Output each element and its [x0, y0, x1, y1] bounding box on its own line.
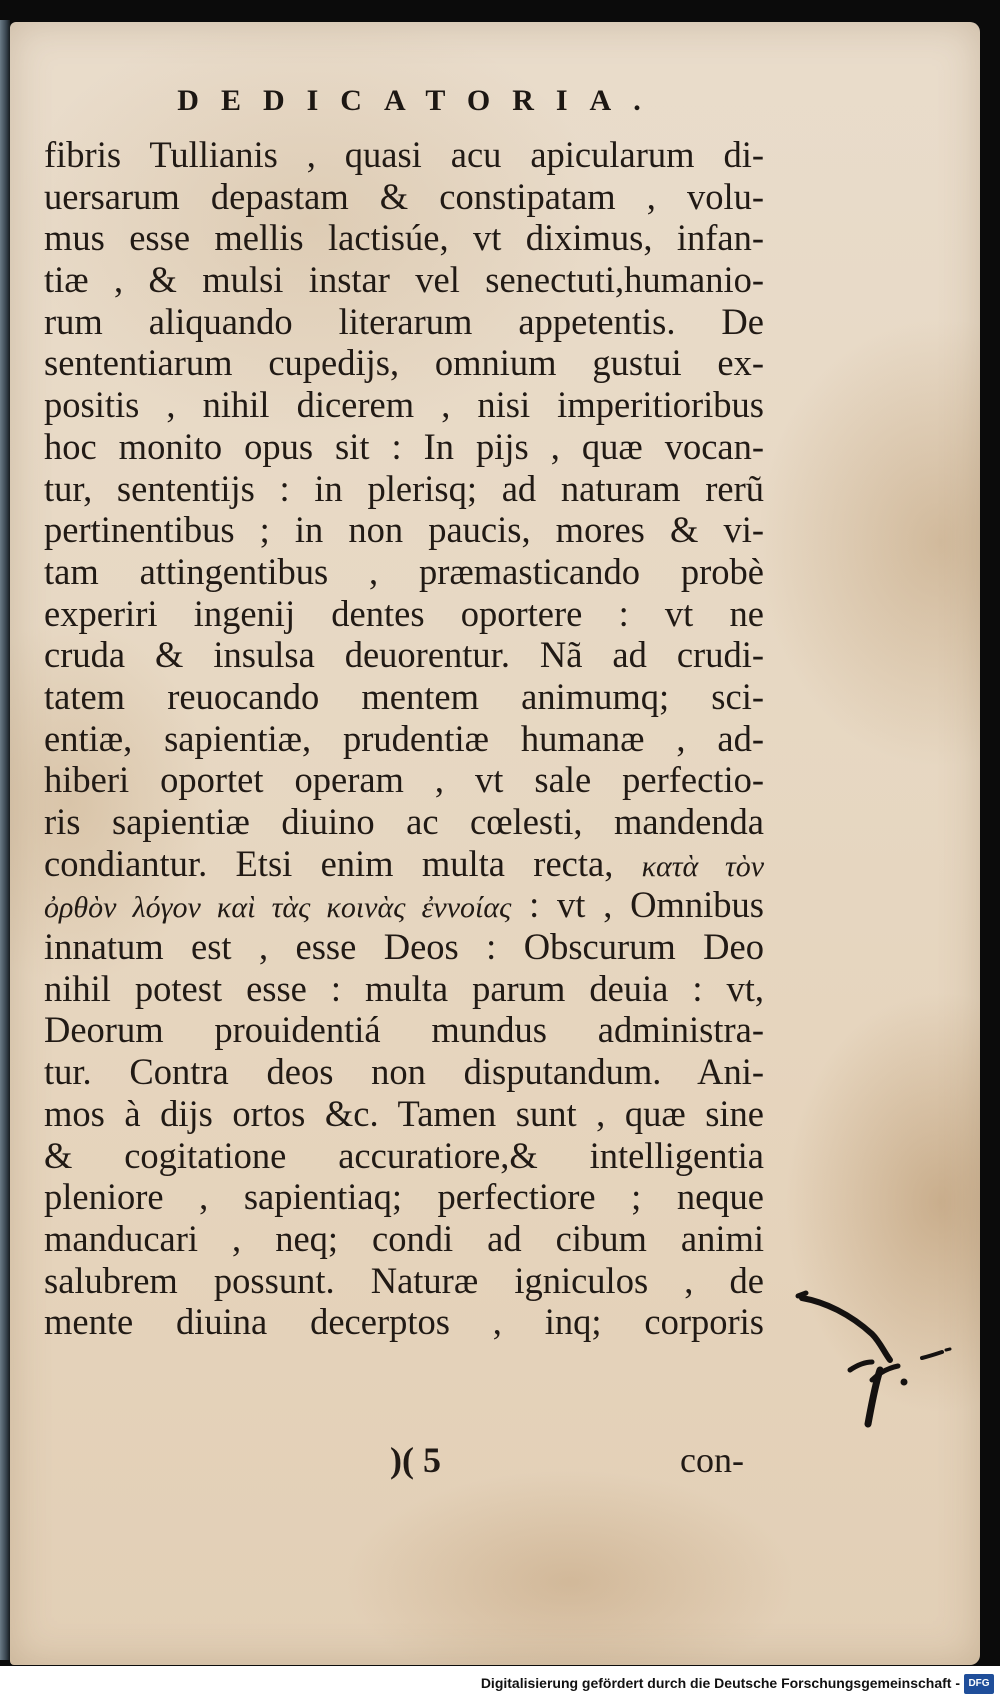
- body-text: [44, 134, 764, 1343]
- running-head: DEDICATORIA.: [177, 84, 663, 117]
- text-line-21: nihil potest esse : multa parum deuia : vt,: [44, 967, 764, 1009]
- catchword: con-: [680, 1440, 744, 1480]
- text-line-12: experiri ingenij dentes oportere : vt ne: [44, 592, 764, 634]
- handwritten-marginalia-mark: [780, 1262, 970, 1442]
- text-line-14: tatem reuocando mentem animumq; sci-: [44, 675, 764, 717]
- greek-phrase-1: κατὰ τὸν: [641, 849, 765, 883]
- text-line-26: pleniore , sapientiaq; perfectiore ; neque: [44, 1176, 764, 1218]
- text-line-3: mus esse mellis lactisúe, vt diximus, infan-: [44, 217, 764, 259]
- text-line-22: Deorum prouidentiá mundus administra-: [44, 1009, 764, 1051]
- digitization-credit-bar: [0, 1666, 1000, 1702]
- text-line-23: tur. Contra deos non disputandum. Ani-: [44, 1051, 764, 1093]
- text-line-7: positis , nihil dicerem , nisi imperitioribus: [44, 384, 764, 426]
- text-line-1: fibris Tullianis , quasi acu apicularum di-: [44, 134, 764, 175]
- text-line-24: mos à dijs ortos &c. Tamen sunt , quæ sine: [44, 1092, 764, 1134]
- text-line-6: sententiarum cupedijs, omnium gustui ex-: [44, 342, 764, 384]
- text-line-5: rum aliquando literarum appetentis. De: [44, 300, 764, 342]
- text-line-16: hiberi oportet operam , vt sale perfectio-: [44, 759, 764, 801]
- page-footer: [10, 1439, 980, 1489]
- book-page: [10, 22, 980, 1665]
- credit-text: Digitalisierung gefördert durch die Deutsche Forschungsgemeinschaft -: [480, 1675, 960, 1691]
- text-line-11: tam attingentibus , præmasticando probè: [44, 550, 764, 592]
- text-line-2: uersarum depastam & constipatam , volu-: [44, 175, 764, 217]
- text-line-19: [44, 884, 764, 926]
- text-line-27: manducari , neq; condi ad cibum animi: [44, 1217, 764, 1259]
- dfg-logo: DFG: [964, 1674, 994, 1694]
- text-line-19-latin: : vt , Omnibus: [529, 884, 764, 926]
- text-line-20: innatum est , esse Deos : Obscurum Deo: [44, 926, 764, 968]
- text-line-10: pertinentibus ; in non paucis, mores & vi-: [44, 509, 764, 551]
- text-line-18: [44, 843, 764, 885]
- signature-mark: )( 5: [390, 1440, 441, 1480]
- text-line-17: ris sapientiæ diuino ac cœlesti, mandenda: [44, 801, 764, 842]
- text-line-4: tiæ , & mulsi instar vel senectuti,humanio-: [44, 259, 764, 301]
- greek-phrase-2: ὀρθὸν λόγον καὶ τὰς κοινὰς ἐννοίας: [44, 891, 512, 925]
- book-edge: [0, 20, 10, 1660]
- text-line-13: cruda & insulsa deuorentur. Nã ad crudi-: [44, 634, 764, 676]
- text-line-8: hoc monito opus sit : In pijs , quæ vocan-: [44, 425, 764, 467]
- text-line-25: & cogitatione accuratiore,& intelligentia: [44, 1134, 764, 1176]
- text-line-28: salubrem possunt. Naturæ igniculos , de: [44, 1259, 764, 1301]
- text-line-18-latin: condiantur. Etsi enim multa recta,: [44, 842, 614, 884]
- text-line-15: entiæ, sapientiæ, prudentiæ humanæ , ad-: [44, 717, 764, 759]
- text-line-29: mente diuina decerptos , inq; corporis: [44, 1301, 764, 1343]
- text-line-9: tur, sententijs : in plerisq; ad naturam rerũ: [44, 467, 764, 509]
